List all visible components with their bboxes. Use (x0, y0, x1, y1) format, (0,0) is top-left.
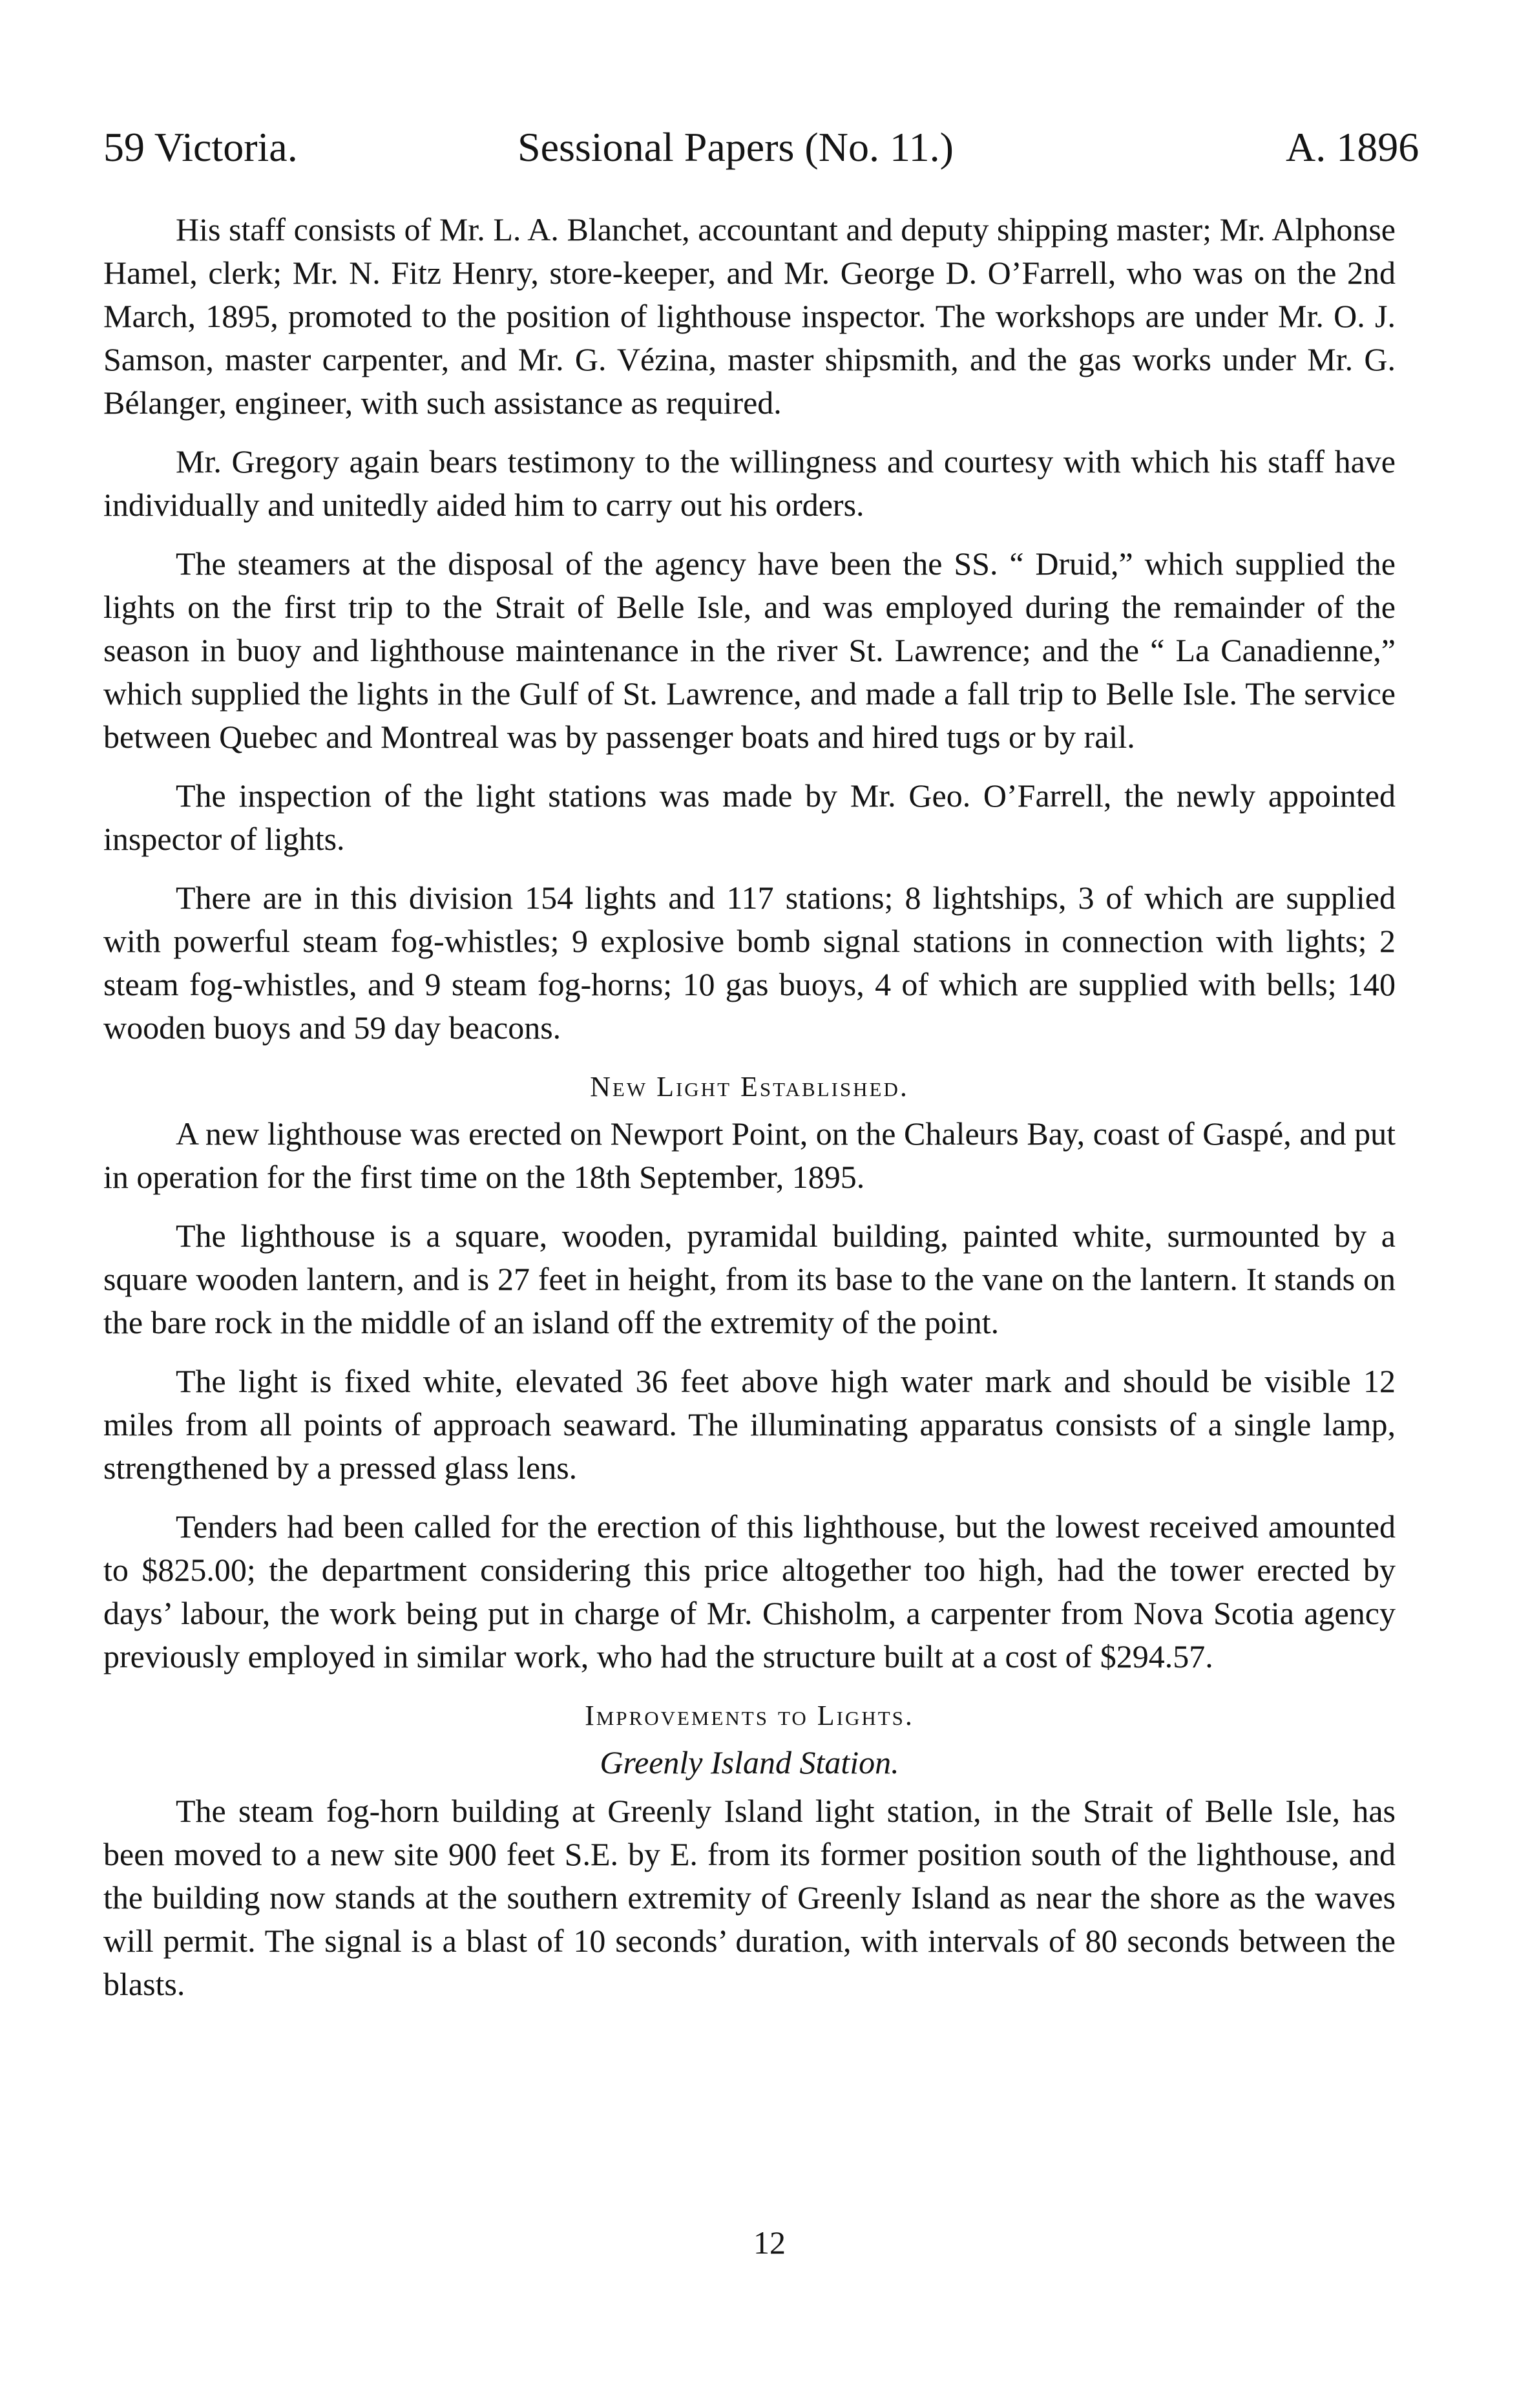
paragraph-inspection: The inspection of the light stations was made by Mr. Geo. O’Farrell, the newly appointed inspector of lights. (103, 777, 1396, 857)
paragraph-greenly-fog-horn: The steam fog-horn building at Greenly Island light station, in the Strait of Belle Isle, has been moved to a new site 900 feet S.E. by E. from its former position south of the lighthouse, and the building now stands at the southern extremity of Greenly Island as near the shore as the waves will permit. The signal is a blast of 10 seconds’ duration, with intervals of 80 seconds between the blasts. (103, 1793, 1396, 2002)
header-session: 59 Victoria. (103, 124, 298, 170)
page-number: 12 (753, 2224, 786, 2261)
paragraph-tenders: Tenders had been called for the erection of this lighthouse, but the lowest received amounted to $825.00; the department considering this price altogether too high, had the tower erected by days’ labour, the work being put in charge of Mr. Chisholm, a carpenter from Nova Scotia agency previously employed in similar work, who had the structure built at a cost of $294.57. (103, 1508, 1396, 1674)
paragraph-newport-point: A new lighthouse was erected on Newport Point, on the Chaleurs Bay, coast of Gaspé, and put in operation for the first time on the 18th September, 1895. (103, 1115, 1396, 1195)
section-heading-improvements: Improvements to Lights. (585, 1700, 914, 1731)
section-heading-new-light: New Light Established. (590, 1071, 909, 1103)
paragraph-division-stats: There are in this division 154 lights and 117 stations; 8 lightships, 3 of which are supplied with powerful steam fog-whistles; 9 explosive bomb signal stations in connection with lights; 2 steam fog-whistles, and 9 steam fog-horns; 10 gas buoys, 4 of which are supplied with bells; 140 wooden buoys and 59 day beacons. (103, 880, 1396, 1046)
body-text (103, 208, 1396, 2022)
paragraph-lighthouse-description: The lighthouse is a square, wooden, pyramidal building, painted white, surmounted by a square wooden lantern, and is 27 feet in height, from its base to the vane on the lantern. It stands on the bare rock in the middle of an island off the extremity of the point. (103, 1218, 1396, 1340)
header-year: A. 1896 (1286, 124, 1419, 170)
paragraph-steamers: The steamers at the disposal of the agency have been the SS. “ Druid,” which supplied the lights on the first trip to the Strait of Belle Isle, and was employed during the remainder of the season in buoy and lighthouse maintenance in the river St. Lawrence; and the “ La Canadienne,” which supplied the lights in the Gulf of St. Lawrence, and made a fall trip to Belle Isle. The service between Quebec and Montreal was by passenger boats and hired tugs or by rail. (103, 545, 1396, 755)
header-publication: Sessional Papers (No. 11.) (518, 124, 954, 170)
running-header (103, 115, 1419, 180)
paragraph-staff: His staff consists of Mr. L. A. Blanchet, accountant and deputy shipping master; Mr. Alphonse Hamel, clerk; Mr. N. Fitz Henry, store-keeper, and Mr. George D. O’Farrell, who was on the 2nd March, 1895, promoted to the position of lighthouse inspector. The workshops are under Mr. O. J. Samson, master carpenter, and Mr. G. Vézina, master shipsmith, and the gas works under Mr. G. Bélanger, engineer, with such assistance as required. (103, 211, 1396, 421)
subheading-greenly-island: Greenly Island Station. (600, 1744, 899, 1780)
paragraph-light-details: The light is fixed white, elevated 36 feet above high water mark and should be visible 12 miles from all points of approach seaward. The illuminating apparatus consists of a single lamp, strengthened by a pressed glass lens. (103, 1363, 1396, 1486)
paragraph-testimony: Mr. Gregory again bears testimony to the willingness and courtesy with which his staff have individually and unitedly aided him to carry out his orders. (103, 443, 1396, 523)
